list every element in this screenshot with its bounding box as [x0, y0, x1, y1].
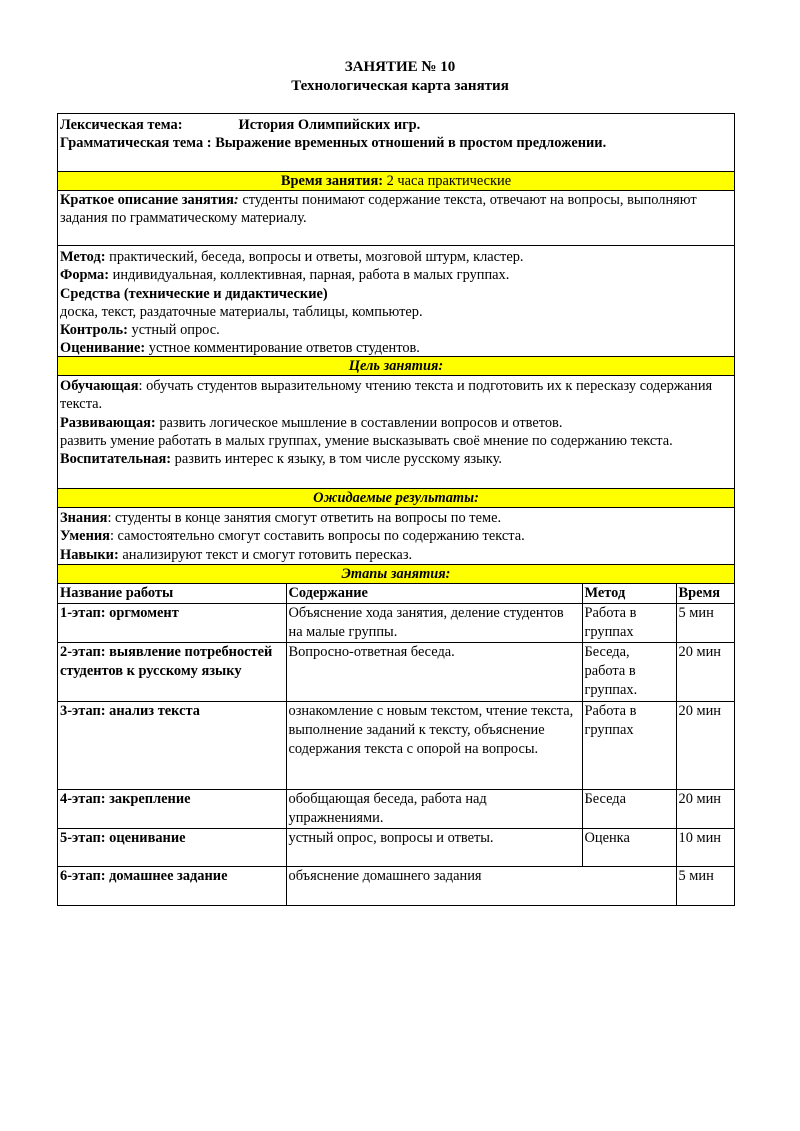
- stage-name: 5-этап: оценивание: [58, 829, 286, 867]
- stage-content: Объяснение хода занятия, деление студентов на малые группы.: [286, 604, 582, 643]
- stage-time: 10 мин: [676, 829, 734, 867]
- topics-row: [58, 114, 734, 172]
- stage-name: 1-этап: оргмомент: [58, 604, 286, 643]
- stage-method: Работа в группах: [582, 702, 676, 790]
- stage-name: 4-этап: закрепление: [58, 790, 286, 829]
- stages-table: [58, 584, 734, 905]
- table-row: [58, 702, 734, 790]
- stages-table-wrap: [58, 584, 734, 905]
- column-header: Время: [676, 584, 734, 604]
- habits-text: анализируют текст и смогут готовить пересказ.: [118, 546, 413, 563]
- lexical-label: Лексическая тема:: [60, 117, 183, 133]
- stage-time: 5 мин: [676, 604, 734, 643]
- stages-heading: Этапы занятия:: [58, 565, 734, 584]
- habits-label: Навыки:: [60, 546, 119, 563]
- stage-method: Беседа, работа в группах.: [582, 643, 676, 702]
- results-row: [58, 508, 734, 565]
- table-row: [58, 867, 734, 905]
- stage-time: 5 мин: [676, 867, 734, 905]
- brief-text: студенты понимают содержание текста, отвечают на вопросы, выполняют задания по грамматическому материалу.: [60, 192, 697, 227]
- lesson-number: ЗАНЯТИЕ № 10: [344, 59, 456, 75]
- teaching-text: : обучать студентов выразительному чтению текста и подготовить их к пересказу содержания текста.: [60, 378, 713, 413]
- knowledge-text: : студенты в конце занятия смогут ответить на вопросы по теме.: [107, 510, 502, 526]
- page-subtitle: Технологическая карта занятия: [291, 78, 509, 94]
- control-label: Контроль:: [60, 322, 128, 339]
- table-row: [58, 790, 734, 829]
- goal-heading: Цель занятия:: [58, 357, 734, 376]
- stage-name: 3-этап: анализ текста: [58, 702, 286, 790]
- lesson-card: [57, 113, 735, 906]
- stage-content: объяснение домашнего задания: [286, 867, 676, 905]
- results-heading: Ожидаемые результаты:: [58, 489, 734, 508]
- stage-time: 20 мин: [676, 790, 734, 829]
- means-label: Средства (технические и дидактические): [60, 285, 328, 302]
- evaluation-label: Оценивание:: [60, 340, 146, 357]
- developing-text: развить логическое мышление в составлении вопросов и ответов.: [155, 414, 563, 431]
- column-header: Содержание: [286, 584, 582, 604]
- developing-text-2: развить умение работать в малых группах, умение высказывать своё мнение по содержанию текста.: [60, 432, 673, 449]
- stage-content: ознакомление с новым текстом, чтение текста, выполнение заданий к тексту, объяснение содержания текста с опорой на вопросы.: [286, 702, 582, 790]
- column-header: Метод: [582, 584, 676, 604]
- method-text: практический, беседа, вопросы и ответы, мозговой штурм, кластер.: [105, 249, 524, 265]
- table-row: [58, 643, 734, 702]
- control-text: устный опрос.: [127, 322, 220, 339]
- lexical-value: История Олимпийских игр.: [238, 117, 421, 133]
- skills-label: Умения: [60, 528, 110, 545]
- table-row: [58, 829, 734, 867]
- stage-name: 2-этап: выявление потребностей студентов к русскому языку: [58, 643, 286, 702]
- developing-label: Развивающая:: [60, 414, 156, 431]
- method-label: Метод:: [60, 249, 106, 265]
- skills-text: : самостоятельно смогут составить вопросы по содержанию текста.: [109, 528, 525, 545]
- brief-label: Краткое описание занятия: [60, 192, 234, 208]
- means-text: доска, текст, раздаточные материалы, таблицы, компьютер.: [60, 303, 423, 320]
- educational-text: развить интерес к языку, в том числе русскому языку.: [171, 451, 502, 468]
- stage-content: Вопросно-ответная беседа.: [286, 643, 582, 702]
- time-row: [58, 172, 734, 191]
- goal-row: [58, 376, 734, 489]
- brief-row: [58, 191, 734, 246]
- stage-method: Беседа: [582, 790, 676, 829]
- stage-content: устный опрос, вопросы и ответы.: [286, 829, 582, 867]
- brief-colon: :: [233, 192, 239, 208]
- form-label: Форма:: [60, 267, 110, 284]
- evaluation-text: устное комментирование ответов студентов.: [145, 340, 420, 357]
- stage-content: обобщающая беседа, работа над упражнениями.: [286, 790, 582, 829]
- knowledge-label: Знания: [60, 510, 108, 526]
- stage-method: Оценка: [582, 829, 676, 867]
- stage-time: 20 мин: [676, 643, 734, 702]
- column-header: Название работы: [58, 584, 286, 604]
- table-row: [58, 604, 734, 643]
- educational-label: Воспитательная:: [60, 451, 172, 468]
- stage-name: 6-этап: домашнее задание: [58, 867, 286, 905]
- time-label: Время занятия:: [280, 173, 384, 189]
- table-header-row: [58, 584, 734, 604]
- grammar-topic: Грамматическая тема : Выражение временных отношений в простом предложении.: [60, 135, 607, 152]
- stage-method: Работа в группах: [582, 604, 676, 643]
- teaching-label: Обучающая: [60, 378, 139, 394]
- time-value: 2 часа практические: [383, 173, 512, 189]
- form-text: индивидуальная, коллективная, парная, работа в малых группах.: [109, 267, 510, 284]
- stage-time: 20 мин: [676, 702, 734, 790]
- methods-row: [58, 246, 734, 357]
